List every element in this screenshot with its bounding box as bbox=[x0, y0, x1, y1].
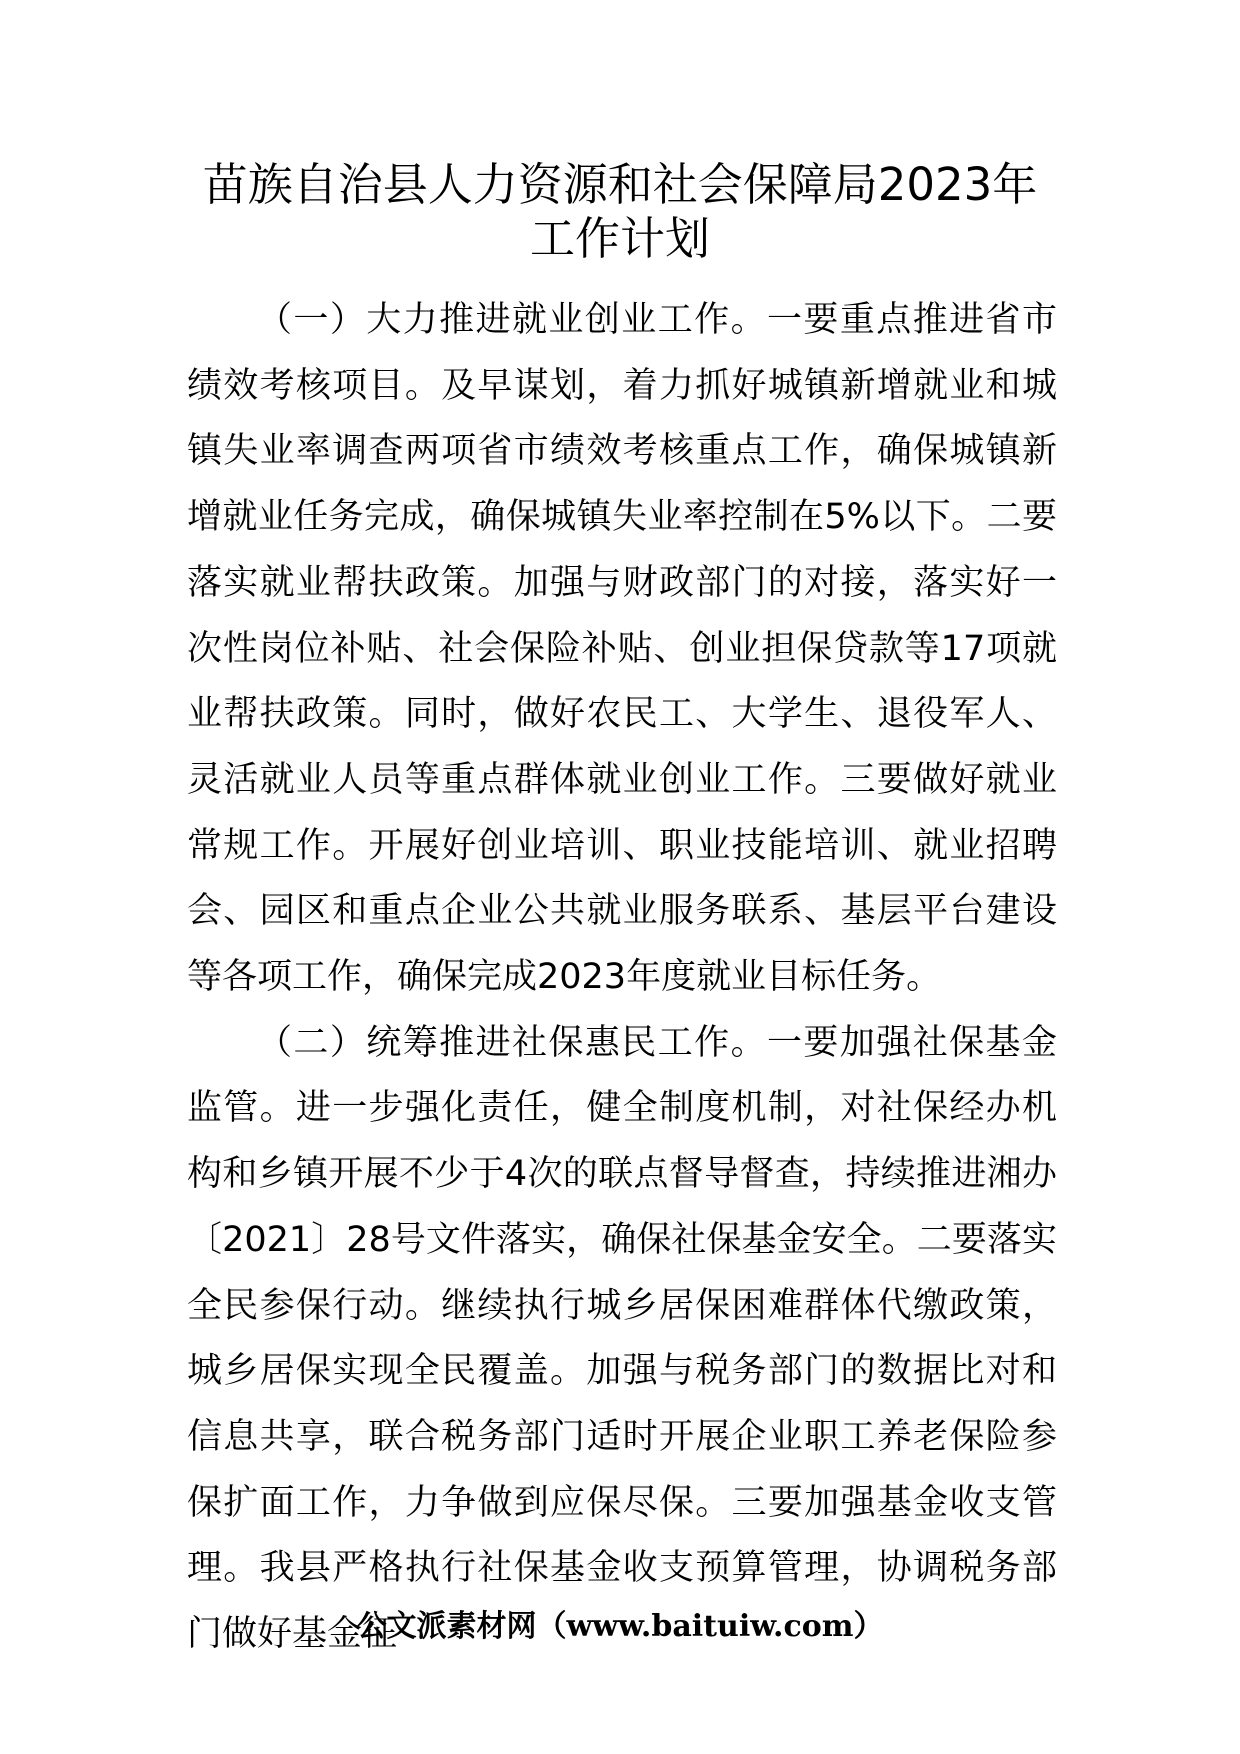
paragraph-social-security: （二）统筹推进社保惠民工作。一要加强社保基金监管。进一步强化责任，健全制度机制，对社保经办机构和乡镇开展不少于4次的联点督导督查，持续推进湘办〔2021〕28号文件落实，确保社保基金安全。二要落实全民参保行动。继续执行城乡居保困难群体代缴政策，城乡居保实现全民覆盖。加强与税务部门的数据比对和信息共享，联合税务部门适时开展企业职工养老保险参保扩面工作，力争做到应保尽保。三要加强基金收支管理。我县严格执行社保基金收支预算管理，协调税务部门做好基金征 bbox=[187, 1022, 1057, 1655]
document-body bbox=[187, 288, 1057, 1668]
footer-source: 公文派素材网（www.baituiw.com） bbox=[356, 1609, 884, 1644]
document-title bbox=[150, 158, 1090, 266]
document-title-line-2: 工作计划 bbox=[529, 212, 710, 265]
paragraph-employment: （一）大力推进就业创业工作。一要重点推进省市绩效考核项目。及早谋划，着力抓好城镇新增就业和城镇失业率调查两项省市绩效考核重点工作，确保城镇新增就业任务完成，确保城镇失业率控制在5%以下。二要落实就业帮扶政策。加强与财政部门的对接，落实好一次性岗位补贴、社会保险补贴、创业担保贷款等17项就业帮扶政策。同时，做好农民工、大学生、退役军人、灵活就业人员等重点群体就业创业工作。三要做好就业常规工作。开展好创业培训、职业技能培训、就业招聘会、园区和重点企业公共就业服务联系、基层平台建设等各项工作，确保完成2023年度就业目标任务。 bbox=[187, 300, 1057, 998]
document-title-line-1: 苗族自治县人力资源和社会保障局2023年 bbox=[202, 158, 1038, 211]
